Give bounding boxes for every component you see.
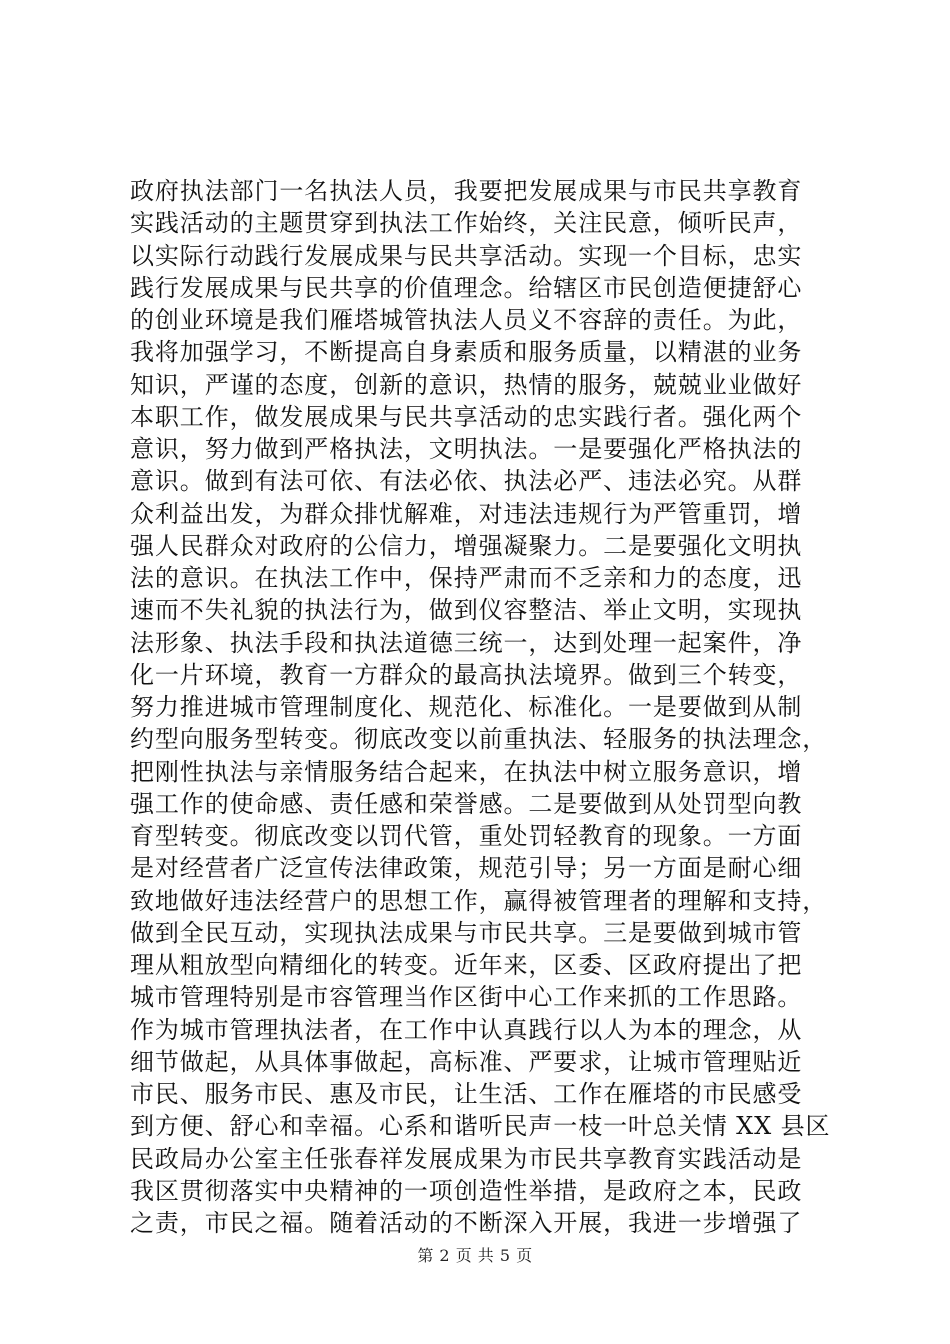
text-line: 的创业环境是我们雁塔城管执法人员义不容辞的责任。为此， (130, 306, 803, 334)
text-line: 知识，严谨的态度，创新的意识，热情的服务，兢兢业业做好 (130, 370, 803, 399)
text-line: 之责，市民之福。随着活动的不断深入开展，我进一步增强了 (130, 1209, 803, 1237)
text-line: 把刚性执法与亲情服务结合起来，在执法中树立服务意识，增 (130, 757, 803, 786)
text-line: 到方便、舒心和幸福。心系和谐听民声一枝一叶总关情 XX 县区 (130, 1112, 831, 1141)
text-line: 法的意识。在执法工作中，保持严肃而不乏亲和力的态度，迅 (130, 564, 803, 592)
text-line: 法形象、执法手段和执法道德三统一，达到处理一起案件，净 (130, 628, 803, 657)
text-line: 实践活动的主题贯穿到执法工作始终，关注民意，倾听民声， (130, 209, 803, 238)
text-line: 细节做起，从具体事做起，高标准、严要求，让城市管理贴近 (130, 1047, 803, 1076)
text-line: 我将加强学习，不断提高自身素质和服务质量，以精湛的业务 (130, 338, 803, 367)
text-line: 城市管理特别是市容管理当作区街中心工作来抓的工作思路。 (130, 983, 803, 1012)
text-line: 意识，努力做到严格执法，文明执法。一是要强化严格执法的 (130, 435, 803, 463)
text-line: 践行发展成果与民共享的价值理念。给辖区市民创造便捷舒心 (130, 273, 803, 302)
body-text (130, 175, 830, 1239)
text-line: 化一片环境，教育一方群众的最高执法境界。做到三个转变， (130, 660, 803, 689)
text-line: 做到全民互动，实现执法成果与市民共享。三是要做到城市管 (130, 918, 803, 947)
text-line: 政府执法部门一名执法人员，我要把发展成果与市民共享教育 (130, 177, 803, 205)
text-line: 理从粗放型向精细化的转变。近年来，区委、区政府提出了把 (130, 951, 803, 979)
page-footer: 第 2 页 共 5 页 (417, 1246, 533, 1265)
text-line: 作为城市管理执法者，在工作中认真践行以人为本的理念，从 (130, 1015, 803, 1044)
text-line: 是对经营者广泛宣传法律政策，规范引导；另一方面是耐心细 (130, 854, 803, 883)
text-line: 本职工作，做发展成果与民共享活动的忠实践行者。强化两个 (130, 402, 803, 431)
text-line: 速而不失礼貌的执法行为，做到仪容整洁、举止文明，实现执 (130, 596, 803, 625)
text-line: 育型转变。彻底改变以罚代管，重处罚轻教育的现象。一方面 (130, 822, 803, 850)
text-line: 强工作的使命感、责任感和荣誉感。二是要做到从处罚型向教 (130, 789, 803, 818)
text-line: 以实际行动践行发展成果与民共享活动。实现一个目标，忠实 (130, 241, 803, 270)
text-line: 市民、服务市民、惠及市民，让生活、工作在雁塔的市民感受 (130, 1080, 803, 1108)
text-line: 民政局办公室主任张春祥发展成果为市民共享教育实践活动是 (130, 1144, 803, 1173)
text-line: 努力推进城市管理制度化、规范化、标准化。一是要做到从制 (130, 693, 803, 721)
text-line: 强人民群众对政府的公信力，增强凝聚力。二是要强化文明执 (130, 531, 803, 560)
text-line: 约型向服务型转变。彻底改变以前重执法、轻服务的执法理念， (130, 725, 828, 754)
text-line: 我区贯彻落实中央精神的一项创造性举措，是政府之本，民政 (130, 1176, 803, 1205)
text-line: 致地做好违法经营户的思想工作，赢得被管理者的理解和支持， (130, 886, 828, 915)
text-line: 众利益出发，为群众排忧解难，对违法违规行为严管重罚，增 (130, 499, 803, 528)
text-line: 意识。做到有法可依、有法必依、执法必严、违法必究。从群 (130, 467, 803, 496)
